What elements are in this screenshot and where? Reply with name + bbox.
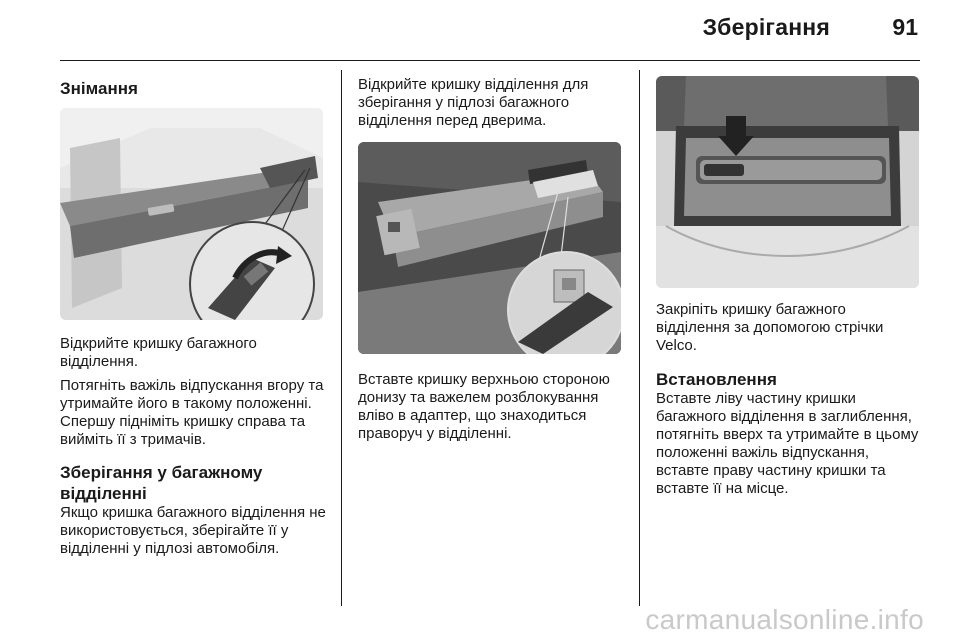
column-1 (60, 78, 326, 558)
paragraph-fasten-cover: Закріпіть кришку багажного відділення за допомогою стрічки Velco. (656, 301, 884, 354)
watermark: carmanualsonline.info (645, 604, 924, 635)
header-divider (60, 60, 920, 61)
paragraph-open-floor-compartment: Відкрийте кришку відділення для зберігання у підлозі багажного відділення перед дверима. (358, 76, 589, 129)
figure-cover-insertion (358, 142, 621, 354)
paragraph-installation-steps: Вставте ліву частину кришки багажного відділення в заглиблення, потягніть вверх та утримайте в цьому положенні важіль відпускання, вставте праву частину кришки та вставте її на місце. (656, 390, 919, 497)
column-3 (656, 76, 920, 498)
section-heading-removal: Знімання (60, 79, 138, 98)
section-heading-installation: Встановлення (656, 370, 777, 389)
luggage-cover-removal-illustration (60, 108, 323, 320)
paragraph-pull-lever: Потягніть важіль відпускання вгору та утримайте його в такому положенні. Спершу підніміть кришку справа та вийміть її з тримачів. (60, 377, 324, 448)
page-title: Зберігання (702, 14, 830, 40)
paragraph-storage-info: Якщо кришка багажного відділення не використовується, зберігайте її у відділенні у підлозі автомобіля. (60, 504, 326, 557)
section-heading-storage: Зберігання у багажному відділенні (60, 463, 263, 503)
paragraph-insert-cover: Вставте кришку верхньою стороною донизу та важелем розблокування вліво в адаптер, що знаходиться праворуч у відділенні. (358, 371, 610, 442)
figure-cover-removal (60, 108, 323, 320)
page-number: 91 (892, 14, 918, 40)
paragraph-open-cover: Відкрийте кришку багажного відділення. (60, 335, 257, 370)
column-divider-2 (639, 70, 640, 606)
column-divider-1 (341, 70, 342, 606)
figure-cover-stored (656, 76, 919, 288)
cover-insertion-illustration (358, 142, 621, 354)
cover-stored-in-floor-illustration (656, 76, 919, 288)
column-2 (358, 76, 622, 443)
